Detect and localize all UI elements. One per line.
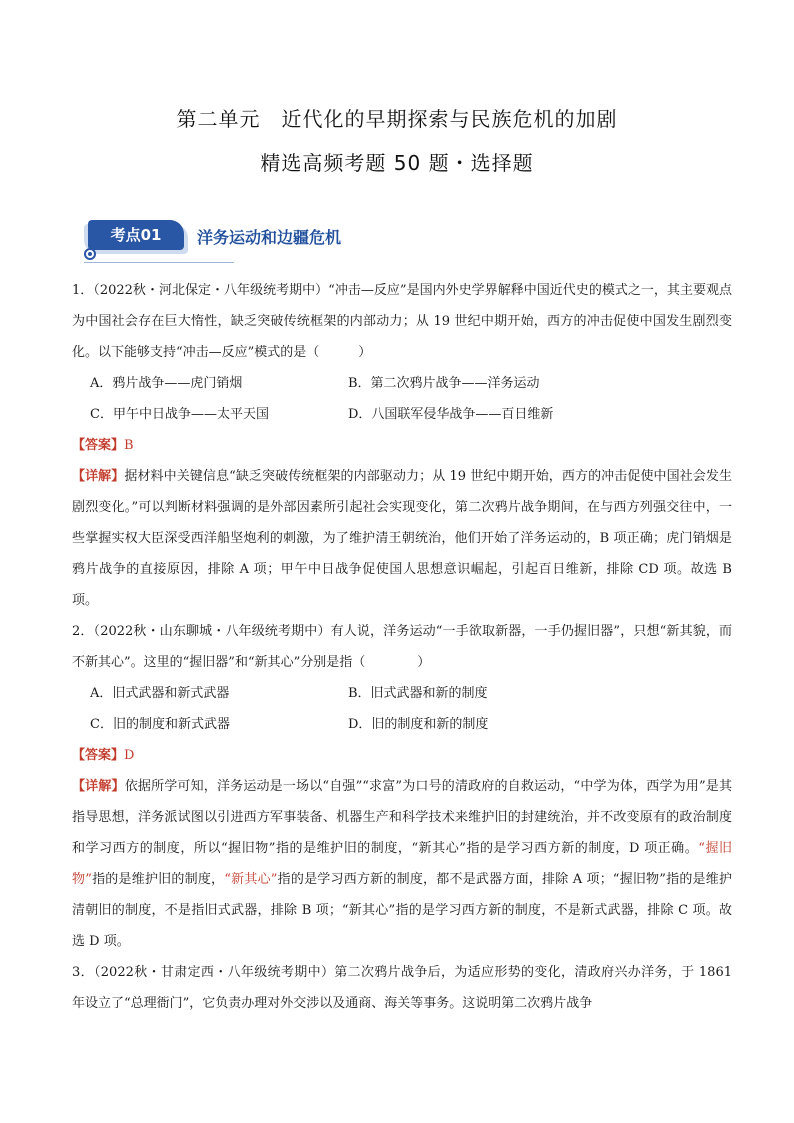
option-a: A．旧式武器和新式武器 [90, 686, 230, 701]
question-1-answer [72, 430, 732, 461]
section-badge-label: 考点01 [110, 226, 162, 244]
page-title: 第二单元 近代化的早期探索与民族危机的加剧 [176, 107, 618, 131]
section-header [84, 218, 384, 264]
detail-highlight-2: “新其心” [224, 872, 278, 887]
answer-value: B [124, 438, 134, 453]
question-1-detail [72, 461, 732, 616]
question-1-options [72, 368, 732, 430]
option-a: A．鸦片战争——虎门销烟 [90, 376, 243, 391]
option-c: C．甲午中日战争——太平天国 [90, 407, 269, 422]
question-list [72, 275, 732, 1019]
detail-text-c: 指的是学习西方新的制度，都不是武器方面，排除 A 项；“握旧物”指的是维护清朝旧的制度，不是指旧式武器，排除 B 项；“新其心”指的是学习西方新的制度，不是新式武器，排除 C 项。故选 D 项。 [72, 872, 732, 949]
answer-label: 【答案】 [72, 748, 125, 763]
detail-label: 【详解】 [72, 469, 125, 484]
question-2-stem: 2．（2022秋・山东聊城・八年级统考期中）有人说，洋务运动“一手欲取新器，一手仍握旧器”，只想“新其貌，而不新其心”。这里的“握旧器”和“新其心”分别是指（ ） [72, 624, 732, 670]
detail-label: 【详解】 [72, 779, 125, 794]
option-b: B．旧式武器和新的制度 [348, 686, 488, 701]
section-title: 洋务运动和边疆危机 [197, 228, 342, 247]
question-3-stem: 3．（2022秋・甘肃定西・八年级统考期中）第二次鸦片战争后，为适应形势的变化，清政府兴办洋务，于 1861 年设立了“总理衙门”，它负责办理对外交涉以及通商、海关等事务。这说明第二次鸦片战争 [72, 965, 732, 1011]
page-subtitle: 精选高频考题 50 题・选择题 [260, 151, 534, 175]
question-2-options [72, 678, 732, 740]
answer-label: 【答案】 [72, 438, 125, 453]
option-d: D．八国联军侵华战争——百日维新 [348, 407, 554, 422]
question-2-detail [72, 771, 732, 957]
option-b: B．第二次鸦片战争——洋务运动 [348, 376, 540, 391]
question-2-answer [72, 740, 732, 771]
answer-value: D [124, 748, 135, 763]
detail-text-b: 指的是维护旧的制度， [91, 872, 225, 887]
detail-text: 据材料中关键信息“缺乏突破传统框架的内部驱动力；从 19 世纪中期开始，西方的冲击促使中国社会发生剧烈变化。”可以判断材料强调的是外部因素所引起社会实现变化，第二次鸦片战争期间，在与西方列强交往中，一些掌握实权大臣深受西洋船坚炮利的刺激，为了维护清王朝统治，他们开始了洋务运动的，B 项正确；虎门销烟是鸦片战争的直接原因，排除 A 项；甲午中日战争促使国人思想意识崛起，引起百日维新，排除 CD 项。故选 B 项。 [72, 469, 732, 608]
section-underline [84, 262, 234, 263]
bullet-circle-icon [84, 248, 96, 260]
option-d: D．旧的制度和新的制度 [348, 717, 489, 732]
detail-text-a: 依据所学可知，洋务运动是一场以“自强”“求富”为口号的清政府的自救运动，“中学为体，西学为用”是其指导思想，洋务派试图以引进西方军事装备、机器生产和科学技术来维护旧的封建统治，并不改变原有的政治制度和学习西方的制度，所以“握旧物”指的是维护旧的制度，“新其心”指的是学习西方新的制度，D 项正确。 [72, 779, 732, 856]
detail-highlight-1: “握旧物” [72, 841, 733, 887]
question-1-stem: 1．（2022秋・河北保定・八年级统考期中）“冲击—反应”是国内外史学界解释中国近代史的模式之一，其主要观点为中国社会存在巨大惰性，缺乏突破传统框架的内部动力；从 19 世纪中期开始，西方的冲击促使中国发生剧烈变化。以下能够支持“冲击—反应”模式的是（ ） [72, 283, 732, 360]
option-c: C．旧的制度和新式武器 [90, 717, 230, 732]
